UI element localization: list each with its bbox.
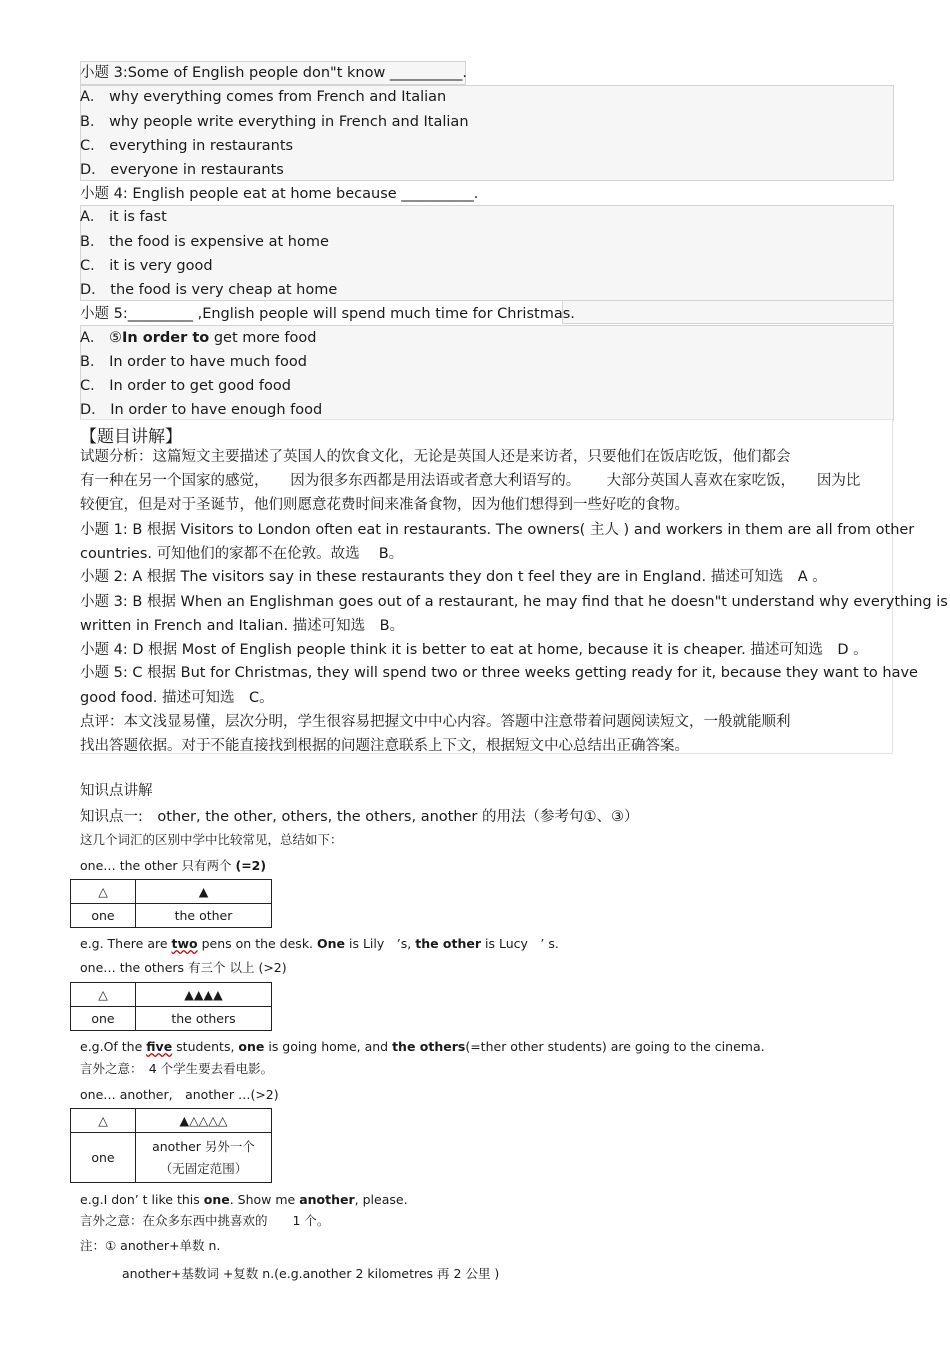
note-2: another+基数词 +复数 n.(e.g.another 2 kilometres 再 2 公里 )	[122, 1266, 500, 1281]
analysis-line-3: 较便宜，但是对于圣诞节，他们则愿意花费时间来准备食物，因为他们想得到一些好吃的食物。	[80, 497, 689, 513]
option-letter: D．	[80, 402, 106, 418]
table-2-word-right: the others	[136, 1007, 272, 1031]
question-5-option-c[interactable]	[80, 377, 291, 395]
implication-2: 言外之意：在众多东西中挑喜欢的 1 个。	[80, 1213, 330, 1228]
example-text: . Show me	[229, 1192, 300, 1207]
question-5-option-a[interactable]	[80, 329, 316, 347]
answer-line-1: 小题 1: B 根据 Visitors to London often eat in restaurants. The owners( 主人 ) and workers in them are all from other	[80, 522, 915, 538]
example-1	[80, 936, 559, 952]
option-letter: C．	[80, 378, 105, 394]
option-text: In order to have enough food	[110, 402, 323, 418]
example-text: e.g.Of the	[80, 1039, 147, 1054]
answer-line-5: written in French and Italian. 描述可知选 B。	[80, 618, 405, 634]
example-bold-word: the other	[415, 936, 482, 951]
option-text: why people write everything in French and Italian	[109, 114, 469, 130]
triangles-filled-icon: ▲▲▲▲	[136, 983, 272, 1007]
example-underlined-word: five	[146, 1039, 173, 1054]
option-letter: A．	[80, 209, 105, 225]
option-letter: D．	[80, 162, 106, 178]
table-1	[70, 879, 272, 928]
answer-line-6: 小题 4: D 根据 Most of English people think it is better to eat at home, because it is cheaper. 描述可知选 D 。	[80, 642, 868, 658]
question-3-option-d[interactable]	[80, 161, 284, 179]
answer-line-3: 小题 2: A 根据 The visitors say in these restaurants they don t feel they are in England. 描述可知选 A 。	[80, 569, 827, 585]
question-4-option-a[interactable]	[80, 208, 167, 226]
question-4-stem: 小题 4: English people eat at home because __________.	[80, 186, 479, 202]
knowledge-heading: 知识点讲解	[80, 783, 153, 799]
table-1-label-text: one… the other 只有两个	[80, 858, 236, 873]
question-5-stem: 小题 5:_________ ,English people will spend much time for Christmas.	[80, 306, 575, 322]
table-1-label-bold: (=2)	[235, 858, 267, 873]
question-3-option-c[interactable]	[80, 137, 293, 155]
option-letter: C．	[80, 258, 105, 274]
example-2	[80, 1039, 765, 1055]
question-5-blank-box	[562, 300, 894, 324]
comment-line-2: 找出答题依据。对于不能直接找到根据的问题注意联系上下文，根据短文中心总结出正确答案。	[80, 738, 689, 754]
triangle-filled-icon: ▲	[136, 880, 272, 904]
example-3	[80, 1192, 408, 1208]
example-text: pens on the desk.	[197, 936, 318, 951]
option-text: get more food	[209, 330, 317, 346]
analysis-line-2: 有一种在另一个国家的感觉， 因为很多东西都是用法语或者意大利语写的。 大部分英国人喜欢在家吃饭， 因为比	[80, 473, 861, 489]
option-letter: A．	[80, 89, 105, 105]
example-text: students,	[172, 1039, 239, 1054]
option-letter: C．	[80, 138, 105, 154]
answer-line-4: 小题 3: B 根据 When an Englishman goes out of a restaurant, he may find that he doesn"t understand why everything is	[80, 594, 948, 610]
table-1-word-right: the other	[136, 904, 272, 928]
question-4-option-d[interactable]	[80, 281, 337, 299]
answer-line-7: 小题 5: C 根据 But for Christmas, they will spend two or three weeks getting ready for it, because they want to have	[80, 665, 918, 681]
option-letter: A．	[80, 330, 105, 346]
option-text: the food is expensive at home	[109, 234, 329, 250]
option-text: everything in restaurants	[109, 138, 294, 154]
table-3-word-right-cell	[136, 1133, 272, 1183]
example-bold-word: one	[203, 1192, 230, 1207]
option-text: why everything comes from French and Italian	[109, 89, 447, 105]
knowledge-summary: 这几个词汇的区别中学中比较常见，总结如下：	[80, 832, 343, 847]
comment-line-1: 点评：本文浅显易懂，层次分明，学生很容易把握文中中心内容。答题中注意带着问题阅读短文，一般就能顺利	[80, 714, 791, 730]
table-2	[70, 982, 272, 1031]
example-bold-word: the others	[392, 1039, 466, 1054]
example-text: is going home, and	[264, 1039, 393, 1054]
option-letter: B．	[80, 114, 105, 130]
explanation-title: 【题目讲解】	[80, 427, 182, 447]
question-3-option-b[interactable]	[80, 113, 469, 131]
question-3-stem: 小题 3:Some of English people don"t know __________.	[80, 65, 468, 81]
example-text: (=ther other students) are going to the cinema.	[465, 1039, 765, 1054]
answer-line-2: countries. 可知他们的家都不在伦敦。故选 B。	[80, 546, 404, 562]
table-3	[70, 1108, 272, 1183]
example-bold-word: another	[299, 1192, 355, 1207]
table-3-word-left: one	[71, 1133, 136, 1183]
option-letter: B．	[80, 234, 105, 250]
example-text: e.g.I don’ t like this	[80, 1192, 204, 1207]
example-bold-word: one	[238, 1039, 265, 1054]
question-4-option-b[interactable]	[80, 233, 329, 251]
option-text: everyone in restaurants	[110, 162, 284, 178]
triangle-outline-icon: △	[71, 880, 136, 904]
option-letter: D．	[80, 282, 106, 298]
answer-line-8: good food. 描述可知选 C。	[80, 690, 274, 706]
option-text: In order to have much food	[109, 354, 307, 370]
example-text: is Lucy ’ s.	[481, 936, 559, 951]
implication-1: 言外之意： 4 个学生要去看电影。	[80, 1061, 274, 1076]
table-1-label	[80, 858, 266, 874]
example-text: is Lily ’s,	[345, 936, 416, 951]
question-4-option-c[interactable]	[80, 257, 213, 275]
note-1: 注：① another+单数 n.	[80, 1238, 221, 1253]
table-3-word-right-note: （无固定范围）	[159, 1160, 248, 1176]
table-3-word-right: another 另外一个	[152, 1138, 255, 1154]
question-5-option-b[interactable]	[80, 353, 307, 371]
circled-number-marker: ⑤	[109, 330, 123, 346]
triangle-outline-icon: △	[71, 1109, 136, 1133]
triangle-outline-icon: △	[71, 983, 136, 1007]
example-underlined-word: two	[171, 936, 198, 951]
option-text: the food is very cheap at home	[110, 282, 338, 298]
table-2-label: one… the others 有三个 以上 (>2)	[80, 960, 287, 975]
option-text: In order to get good food	[109, 378, 291, 394]
table-1-word-left: one	[71, 904, 136, 928]
example-text: e.g. There are	[80, 936, 172, 951]
triangles-mixed-icon: ▲△△△△	[136, 1109, 272, 1133]
table-3-label: one… another, another …(>2)	[80, 1087, 279, 1102]
example-text: , please.	[354, 1192, 408, 1207]
analysis-line-1: 试题分析：这篇短文主要描述了英国人的饮食文化，无论是英国人还是来访者，只要他们在饭店吃饭，他们都会	[80, 449, 791, 465]
table-2-word-left: one	[71, 1007, 136, 1031]
question-3-option-a[interactable]	[80, 88, 446, 106]
knowledge-point-1: 知识点一: other, the other, others, the others, another 的用法（参考句①、③）	[80, 809, 639, 825]
example-bold-word: One	[317, 936, 346, 951]
option-text: it is very good	[109, 258, 213, 274]
option-text: it is fast	[109, 209, 167, 225]
option-letter: B．	[80, 354, 105, 370]
question-5-option-d[interactable]	[80, 401, 322, 419]
option-bold-phrase: In order to	[122, 330, 210, 346]
